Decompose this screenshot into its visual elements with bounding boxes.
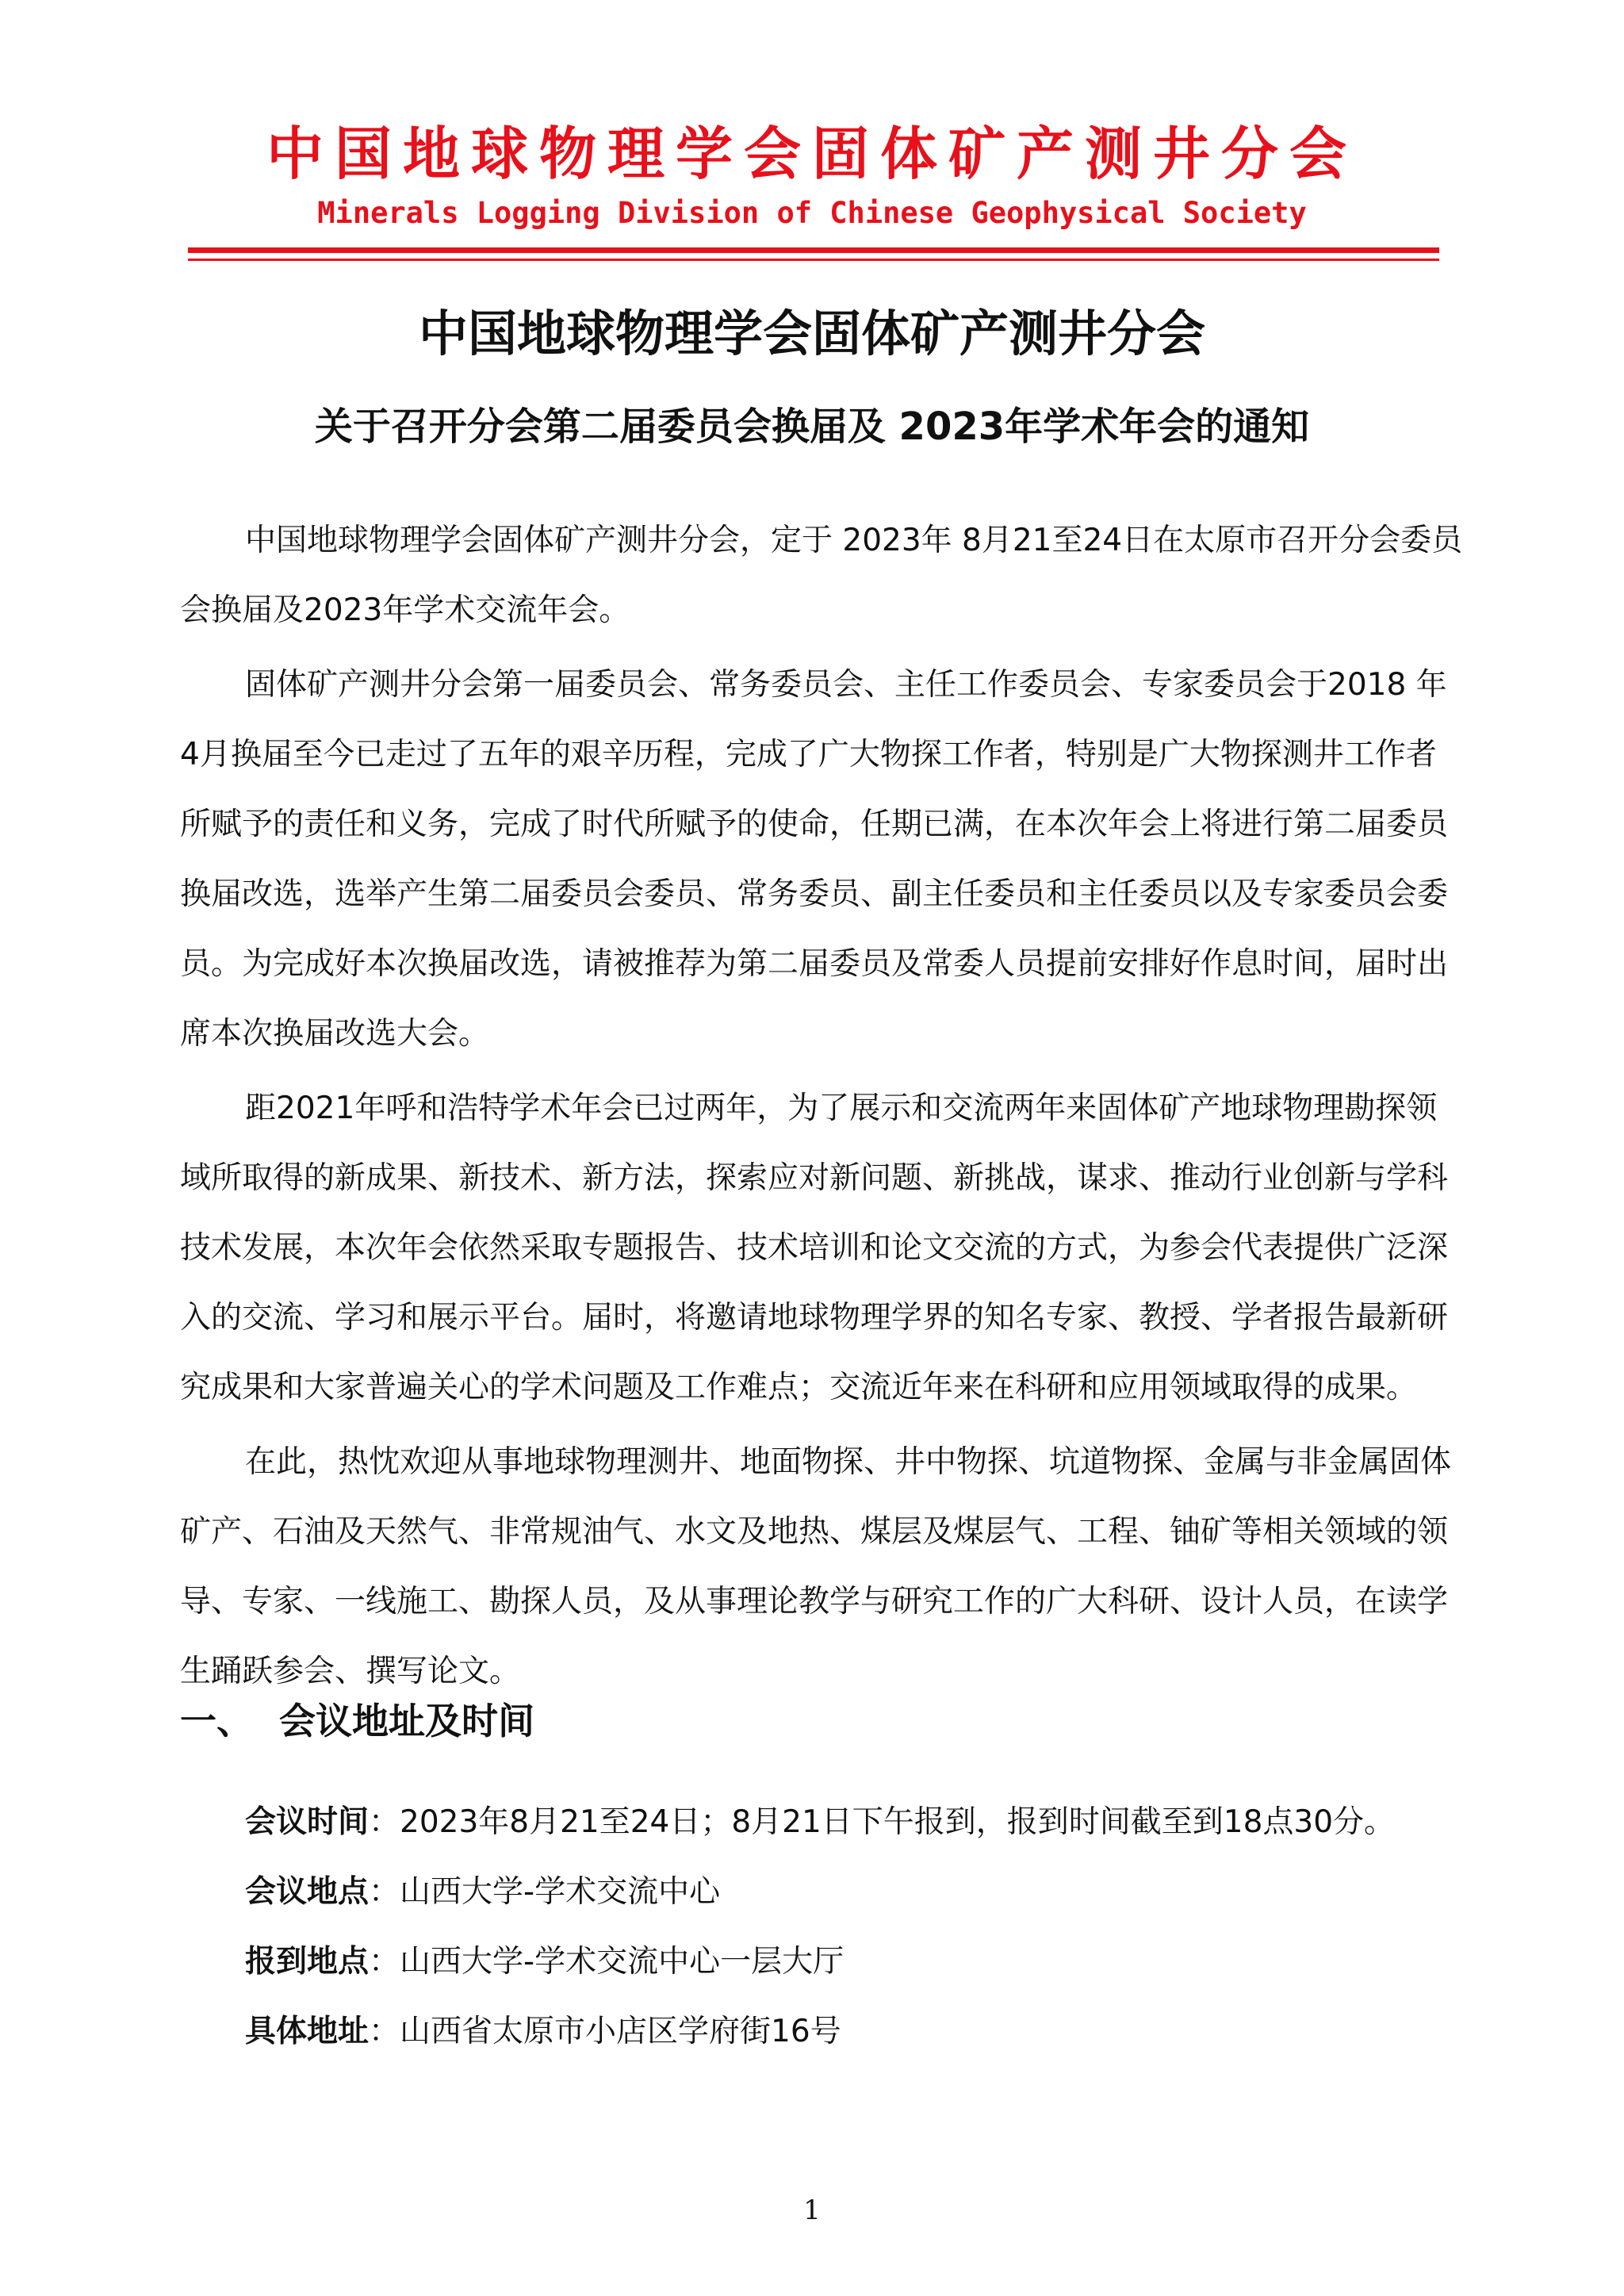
info-value: ：2023年8月21至24日；8月21日下午报到，报到时间截至到18点30分。	[369, 1804, 1396, 1840]
letterhead-rule-thin	[188, 259, 1439, 261]
letterhead-rule-thick	[188, 247, 1439, 253]
paragraph-intro: 中国地球物理学会固体矿产测井分会，定于 2023年 8月21至24日在太原市召开分会委员会换届及2023年学术交流年会。	[180, 523, 1463, 628]
info-value: ：山西大学-学术交流中心	[369, 1874, 721, 1910]
paragraph-invitation: 在此，热忱欢迎从事地球物理测井、地面物探、井中物探、坑道物探、金属与非金属固体矿产、石油及天然气、非常规油气、水文及地热、煤层及煤层气、工程、铀矿等相关领域的领导、专家、一线施工、勘探人员，及从事理论教学与研究工作的广大科研、设计人员，在读学生踊跃参会、撰写论文。	[180, 1444, 1452, 1689]
info-label: 报到地点	[245, 1944, 370, 1980]
page-number: 1	[803, 2194, 821, 2226]
document-title: 中国地球物理学会固体矿产测井分会	[418, 305, 1205, 362]
letterhead-english-name: Minerals Logging Division of Chinese Geophysical Society	[317, 196, 1307, 230]
info-value: ：山西大学-学术交流中心一层大厅	[369, 1944, 845, 1980]
section-heading	[180, 1700, 534, 1742]
section-heading-text: 会议地址及时间	[279, 1700, 534, 1742]
body-text	[180, 506, 1465, 1711]
info-row-address	[245, 1997, 1466, 2067]
letterhead-chinese-name: 中国地球物理学会固体矿产测井分会	[266, 120, 1358, 187]
info-row-time	[245, 1788, 1466, 1857]
document-subtitle: 关于召开分会第二届委员会换届及 2023年学术年会的通知	[314, 404, 1310, 449]
section-number: 一、	[180, 1700, 253, 1742]
info-label: 具体地址	[245, 2014, 370, 2049]
paragraph-conference: 距2021年呼和浩特学术年会已过两年，为了展示和交流两年来固体矿产地球物理勘探领域所取得的新成果、新技术、新方法，探索应对新问题、新挑战，谋求、推动行业创新与学科技术发展，本次年会依然采取专题报告、技术培训和论文交流的方式，为参会代表提供广泛深入的交流、学习和展示平台。届时，将邀请地球物理学界的知名专家、教授、学者报告最新研究成果和大家普遍关心的学术问题及工作难点；交流近年来在科研和应用领域取得的成果。	[180, 1091, 1449, 1405]
info-label: 会议地点	[245, 1874, 370, 1910]
info-row-venue	[245, 1857, 1466, 1927]
info-value: ：山西省太原市小店区学府街16号	[369, 2014, 841, 2049]
info-label: 会议时间	[245, 1804, 370, 1840]
meeting-info-list	[245, 1788, 1466, 2067]
info-row-registration	[245, 1927, 1466, 1997]
paragraph-committee: 固体矿产测井分会第一届委员会、常务委员会、主任工作委员会、专家委员会于2018 年4月换届至今已走过了五年的艰辛历程，完成了广大物探工作者，特别是广大物探测井工作者所赋予的责任和义务，完成了时代所赋予的使命，任期已满，在本次年会上将进行第二届委员换届改选，选举产生第二届委员会委员、常务委员、副主任委员和主任委员以及专家委员会委员。为完成好本次换届改选，请被推荐为第二届委员及常委人员提前安排好作息时间，届时出席本次换届改选大会。	[180, 667, 1449, 1052]
